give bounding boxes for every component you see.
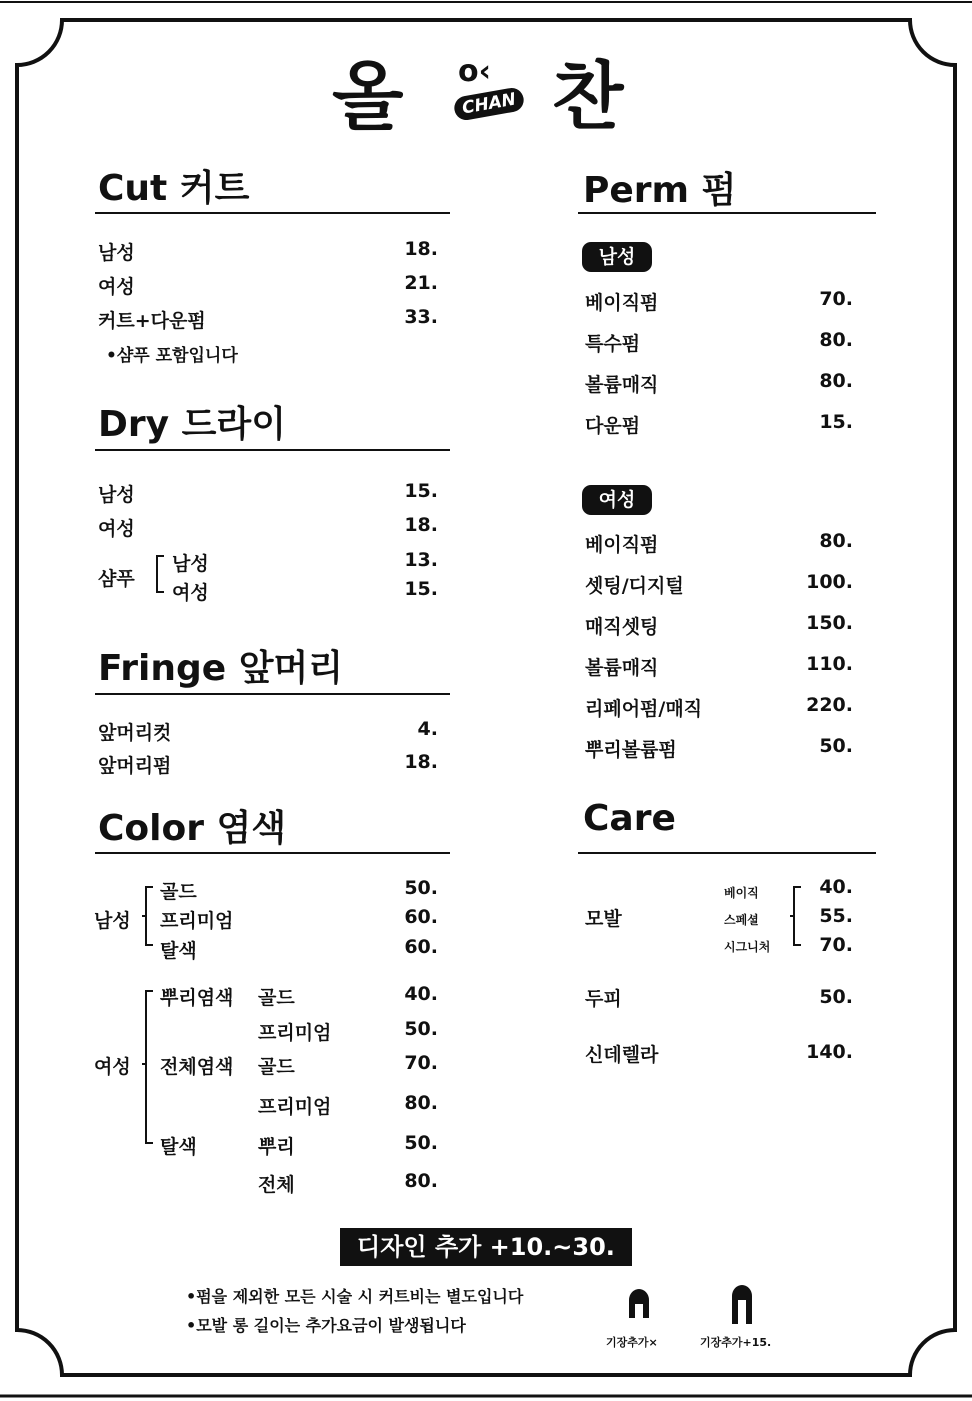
cut-item-name: 여성 [98, 276, 135, 298]
perm-men-item-name: 베이직펌 [585, 292, 659, 314]
color-divider [95, 852, 450, 854]
color-women-item-name: 골드 [258, 987, 295, 1009]
perm-women-item-price: 50. [819, 735, 853, 757]
cut-item-name: 남성 [98, 242, 135, 264]
dry-item-price: 15. [404, 480, 438, 502]
perm-men-item-price: 70. [819, 288, 853, 310]
color-men-item-price: 50. [404, 877, 438, 899]
logo-mark [450, 54, 525, 128]
perm-women-item-price: 80. [819, 530, 853, 552]
logo-mark-badge: CHAN [452, 86, 525, 122]
long-hair-caption: 기장추가+15. [700, 1336, 772, 1349]
color-women-label: 여성 [94, 1056, 131, 1078]
perm-women-item-price: 110. [806, 653, 853, 675]
care-item-name: 두피 [585, 988, 622, 1010]
care-title: Care [583, 798, 676, 839]
fringe-item-price: 4. [417, 718, 438, 740]
color-women-item-name: 프리미엄 [258, 1096, 332, 1118]
dry-shampoo-label: 샴푸 [98, 568, 135, 590]
long-hair-icon [727, 1282, 757, 1326]
care-item-price: 140. [806, 1041, 853, 1063]
perm-women-item-name: 리페어펌/매직 [585, 698, 703, 720]
logo-right-char: 찬 [552, 54, 626, 140]
perm-men-item-price: 15. [819, 411, 853, 433]
color-women-item-price: 50. [404, 1132, 438, 1154]
care-hair-label: 모발 [585, 908, 622, 930]
dry-item-name: 남성 [98, 484, 135, 506]
cut-item-price: 21. [404, 272, 438, 294]
perm-men-item-name: 볼륨매직 [585, 374, 659, 396]
care-divider [578, 852, 876, 854]
cut-item-price: 18. [404, 238, 438, 260]
care-hair-option-name: 베이직 [724, 886, 759, 900]
dry-title: Dry 드라이 [98, 404, 286, 445]
dry-item-name: 여성 [98, 518, 135, 540]
color-women-item-price: 80. [404, 1092, 438, 1114]
fringe-item-name: 앞머리펌 [98, 755, 172, 777]
perm-women-item-price: 150. [806, 612, 853, 634]
color-men-item-name: 골드 [160, 881, 197, 903]
color-women-item-price: 80. [404, 1170, 438, 1192]
logo-mark-eyes: o‹ [458, 54, 491, 89]
cut-item-name: 커트+다운펌 [98, 310, 206, 332]
care-hair-option-price: 40. [819, 876, 853, 898]
perm-title: Perm 펌 [583, 170, 737, 211]
perm-men-item-price: 80. [819, 370, 853, 392]
perm-women-item-name: 셋팅/디지털 [585, 575, 684, 597]
care-item-name: 신데렐라 [585, 1044, 659, 1066]
color-men-label: 남성 [94, 910, 131, 932]
footer-note: •펌을 제외한 모든 시술 시 커트비는 별도입니다 [186, 1287, 524, 1306]
short-hair-caption: 기장추가× [606, 1336, 658, 1349]
perm-women-item-name: 베이직펌 [585, 534, 659, 556]
perm-women-item-name: 볼륨매직 [585, 657, 659, 679]
logo-left-char: 올 [332, 54, 406, 140]
cut-shampoo-note: •샴푸 포함입니다 [106, 346, 238, 366]
color-men-item-price: 60. [404, 906, 438, 928]
dry-shampoo-item-name: 여성 [172, 582, 209, 604]
dry-item-price: 18. [404, 514, 438, 536]
perm-women-item-price: 100. [806, 571, 853, 593]
perm-women-badge: 여성 [582, 485, 652, 515]
cut-item-price: 33. [404, 306, 438, 328]
care-item-price: 50. [819, 986, 853, 1008]
short-hair-icon [624, 1286, 654, 1320]
footer-note: •모발 롱 길이는 추가요금이 발생됩니다 [186, 1316, 466, 1335]
color-women-bracket [142, 988, 156, 1148]
design-surcharge-banner: 디자인 추가 +10.~30. [340, 1228, 632, 1266]
perm-divider [578, 212, 876, 214]
color-title: Color 염색 [98, 808, 287, 849]
color-women-item-price: 70. [404, 1052, 438, 1074]
fringe-title: Fringe 앞머리 [98, 648, 344, 689]
dry-shampoo-item-price: 15. [404, 578, 438, 600]
dry-shampoo-item-price: 13. [404, 549, 438, 571]
care-hair-option-name: 시그니처 [724, 940, 771, 954]
dry-shampoo-item-name: 남성 [172, 553, 209, 575]
color-women-group: 전체염색 [160, 1056, 234, 1078]
color-women-item-name: 골드 [258, 1056, 295, 1078]
perm-women-item-name: 뿌리볼륨펌 [585, 739, 677, 761]
color-women-item-price: 40. [404, 983, 438, 1005]
fringe-divider [95, 693, 450, 695]
color-men-item-name: 탈색 [160, 940, 197, 962]
perm-men-badge: 남성 [582, 242, 652, 272]
color-men-bracket [142, 884, 156, 948]
color-women-item-price: 50. [404, 1018, 438, 1040]
color-women-group: 탈색 [160, 1136, 197, 1158]
dry-divider [95, 449, 450, 451]
perm-women-item-name: 매직셋팅 [585, 616, 659, 638]
color-women-group: 뿌리염색 [160, 987, 234, 1009]
color-women-item-name: 프리미엄 [258, 1022, 332, 1044]
dry-shampoo-bracket [154, 554, 166, 594]
fringe-item-price: 18. [404, 751, 438, 773]
perm-men-item-name: 다운펌 [585, 415, 641, 437]
color-men-item-name: 프리미엄 [160, 910, 234, 932]
color-women-item-name: 뿌리 [258, 1136, 295, 1158]
cut-title: Cut 커트 [98, 168, 250, 209]
cut-divider [95, 212, 450, 214]
care-hair-option-price: 55. [819, 905, 853, 927]
perm-men-item-name: 특수펌 [585, 333, 641, 355]
perm-men-item-price: 80. [819, 329, 853, 351]
care-hair-option-price: 70. [819, 934, 853, 956]
color-men-item-price: 60. [404, 936, 438, 958]
fringe-item-name: 앞머리컷 [98, 722, 172, 744]
perm-women-item-price: 220. [806, 694, 853, 716]
color-women-item-name: 전체 [258, 1174, 295, 1196]
care-hair-option-name: 스페셜 [724, 913, 759, 927]
